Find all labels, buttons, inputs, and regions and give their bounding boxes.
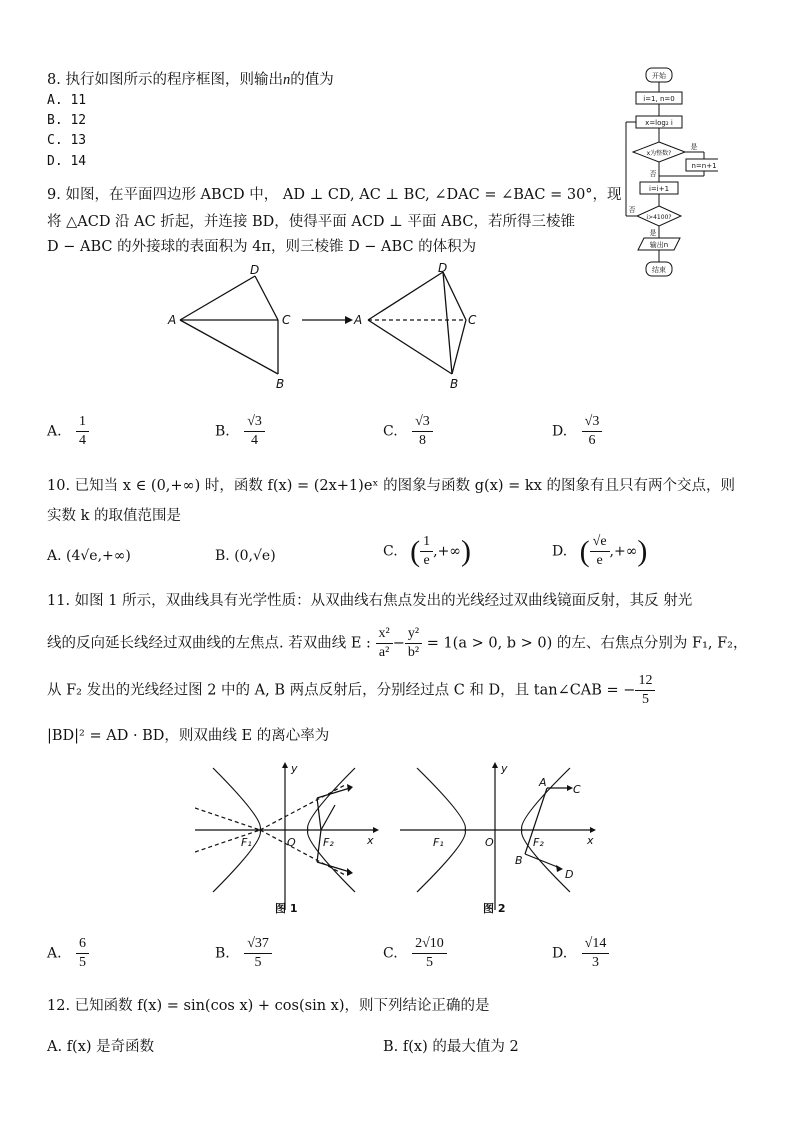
q10-option-d[interactable]: D. ( $\frac{√e}{e}$ ,+∞) [552, 534, 648, 568]
q11-fig1-y: y [291, 762, 298, 775]
q8-flowchart [608, 64, 718, 279]
q9-label-d-left: D [250, 263, 260, 277]
q8-option-c[interactable]: C. 13 [47, 133, 87, 148]
q9-label-c-left: C [282, 313, 291, 327]
q12-stem: 12. 已知函数 f(x) = sin(cos x) + cos(sin x)，则下列结论正确的是 [47, 998, 490, 1014]
q10-option-c-letter: C. [383, 543, 398, 560]
flow-end-text: 结束 [652, 266, 666, 274]
q9-option-c-num: √3 [412, 414, 433, 432]
q11-frac1-den: a² [378, 645, 390, 660]
q10-option-c[interactable]: C. ( $\frac{1}{e}$ ,+∞) [383, 534, 471, 568]
q11-figure [195, 760, 615, 920]
flow-no-text: 否 [649, 170, 657, 178]
q11-option-a[interactable] [47, 936, 89, 971]
q9-option-a[interactable] [47, 414, 89, 449]
q11-frac2-den: b² [407, 645, 420, 660]
q11-option-c[interactable] [383, 936, 447, 971]
q8-stem-end: 的值为 [290, 72, 334, 88]
q11-option-d-den: 3 [591, 955, 599, 970]
q12-option-b[interactable]: B. f(x) 的最大值为 2 [383, 1039, 519, 1055]
q9-line1: 9. 如图，在平面四边形 ABCD 中， AD ⊥ CD, AC ⊥ BC, ∠DAC = ∠BAC = 30°，现 [47, 187, 622, 203]
q8-stem [47, 70, 334, 90]
flow-inc-i-text: i=i+1 [648, 185, 670, 193]
q11-frac1-num: x² [376, 626, 393, 644]
q11-line1: 11. 如图 1 所示，双曲线具有光学性质：从双曲线右焦点发出的光线经过双曲线镜面反射，其反 射光 [47, 593, 693, 609]
q9-line2: 将 △ACD 沿 AC 折起，并连接 BD，使得平面 ACD ⊥ 平面 ABC，若所得三棱锥 [47, 214, 575, 230]
q9-figure [160, 262, 490, 392]
flow-output-text: 输出n [649, 241, 669, 249]
q11-option-c-num: 2√10 [412, 936, 447, 954]
q9-option-a-letter: A. [47, 423, 62, 440]
flow-init-text: i=1, n=0 [643, 95, 675, 103]
q9-label-a-left: A [168, 313, 177, 327]
q9-label-c-right: C [468, 313, 477, 327]
q11-option-d-letter: D. [552, 945, 568, 962]
q11-fig2-x: x [587, 834, 594, 847]
flow-decision1-text: x为整数? [646, 150, 672, 157]
flow-no2-text: 否 [628, 206, 636, 214]
q11-line2-end: = 1(a > 0, b > 0) 的左、右焦点分别为 F₁, F₂， [426, 635, 748, 652]
q9-option-d-letter: D. [552, 423, 568, 440]
q8-option-d[interactable]: D. 14 [47, 154, 87, 169]
q9-option-c[interactable] [383, 414, 433, 449]
q9-option-b-letter: B. [215, 423, 230, 440]
q11-fig1-o: O [287, 836, 296, 849]
q9-option-a-num: 1 [76, 414, 89, 432]
q8-option-b[interactable]: B. 12 [47, 113, 87, 128]
q8-var: n [282, 72, 291, 88]
q11-fig2-b: B [515, 854, 523, 867]
q10-line1: 10. 已知当 x ∈ (0,+∞) 时，函数 f(x) = (2x+1)eˣ 的图象与函数 g(x) = kx 的图象有且只有两个交点，则 [47, 478, 735, 494]
q10-option-d-den: e [596, 553, 603, 568]
q9-option-a-den: 4 [79, 433, 87, 448]
q9-option-c-letter: C. [383, 423, 398, 440]
q9-option-d[interactable] [552, 414, 602, 449]
q11-line3-num: 12 [635, 673, 655, 691]
q11-fig1-f2: F₂ [323, 836, 334, 849]
q10-option-d-letter: D. [552, 543, 568, 560]
q9-option-d-num: √3 [582, 414, 603, 432]
q11-line3 [47, 673, 655, 708]
q12-option-a[interactable]: A. f(x) 是奇函数 [47, 1039, 155, 1055]
q11-line4: |BD|² = AD · BD，则双曲线 E 的离心率为 [47, 728, 330, 744]
flow-yes2-text: 是 [649, 229, 657, 237]
q9-option-b-num: √3 [244, 414, 265, 432]
q11-fig2-o: O [485, 836, 494, 849]
q11-option-b[interactable] [215, 936, 272, 971]
q10-option-c-tail: ,+∞ [433, 543, 461, 560]
q11-option-b-letter: B. [215, 945, 230, 962]
q10-option-c-den: e [423, 553, 430, 568]
q9-label-b-left: B [276, 377, 285, 391]
q8-option-a[interactable]: A. 11 [47, 93, 87, 108]
q9-option-b-den: 4 [251, 433, 259, 448]
flow-start-text: 开始 [652, 72, 666, 80]
q9-label-a-right: A [354, 313, 363, 327]
q11-option-c-letter: C. [383, 945, 398, 962]
flow-yes-text: 是 [690, 143, 698, 151]
q11-option-a-den: 5 [79, 955, 87, 970]
q8-stem-text: 8. 执行如图所示的程序框图，则输出 [47, 72, 283, 88]
q9-line3: D − ABC 的外接球的表面积为 4π，则三棱锥 D − ABC 的体积为 [47, 239, 477, 255]
q11-option-c-den: 5 [425, 955, 433, 970]
q11-line2-start: 线的反向延长线经过双曲线的左焦点. 若双曲线 E : [47, 635, 371, 652]
q11-option-b-den: 5 [254, 955, 262, 970]
q9-option-d-den: 6 [588, 433, 596, 448]
q10-option-b[interactable]: B. (0,√e) [215, 548, 276, 564]
q10-option-a[interactable]: A. (4√e,+∞) [47, 548, 131, 564]
q11-fig2-a: A [539, 776, 547, 789]
q11-fig2-f1: F₁ [433, 836, 444, 849]
q11-fig1-caption: 图 1 [275, 902, 298, 915]
q10-line2: 实数 k 的取值范围是 [47, 508, 182, 524]
q11-fig2-y: y [501, 762, 508, 775]
q11-fig2-d: D [565, 868, 574, 881]
q11-option-b-num: √37 [244, 936, 272, 954]
q9-label-b-right: B [450, 377, 459, 391]
flow-inc-n-text: n=n+1 [691, 162, 717, 170]
q11-fig1-f1: F₁ [241, 836, 252, 849]
q9-option-b[interactable] [215, 414, 265, 449]
q10-option-d-tail: ,+∞ [609, 543, 638, 560]
q11-line3-den: 5 [641, 692, 649, 707]
q11-fig2-c: C [573, 783, 581, 796]
flow-assign-text: x=log₂ i [645, 119, 673, 127]
q11-line2 [47, 626, 748, 661]
q10-option-d-num: √e [590, 534, 610, 552]
q10-option-c-num: 1 [420, 534, 433, 552]
q11-fig1-x: x [367, 834, 374, 847]
q11-option-d-num: √14 [582, 936, 610, 954]
q11-fig2-f2: F₂ [533, 836, 544, 849]
q9-label-d-right: D [438, 262, 448, 275]
q9-option-c-den: 8 [418, 433, 426, 448]
flow-decision2-text: i>4100? [646, 214, 672, 221]
q11-minus: − [392, 635, 405, 652]
q11-option-d[interactable] [552, 936, 609, 971]
q11-fig2-caption: 图 2 [483, 902, 506, 915]
q11-option-a-letter: A. [47, 945, 62, 962]
q11-frac2-num: y² [405, 626, 422, 644]
q11-option-a-num: 6 [76, 936, 89, 954]
q11-line3-text: 从 F₂ 发出的光线经过图 2 中的 A, B 两点反射后，分别经过点 C 和 D，且 tan∠CAB = − [47, 682, 636, 699]
